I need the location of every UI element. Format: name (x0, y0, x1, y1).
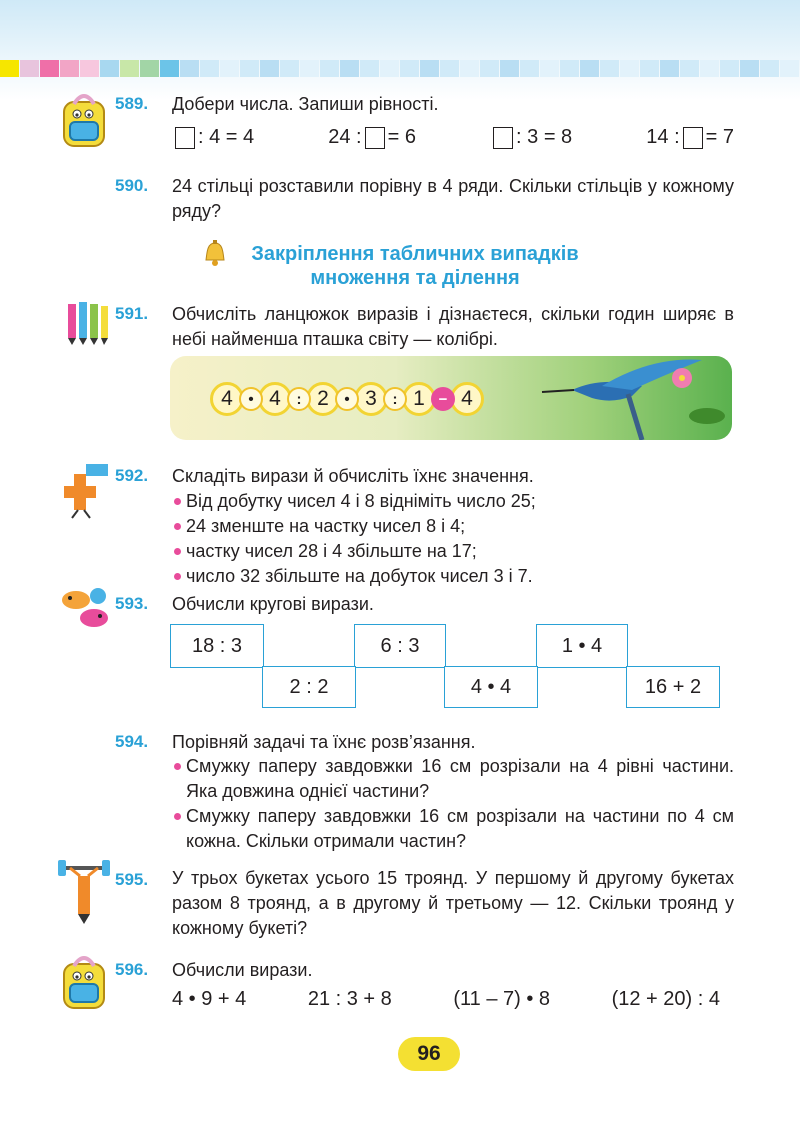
stripe-segment (20, 60, 39, 77)
list-item: Смужку паперу завдовжки 16 см розрізали на частини по 4 см кожна. Скільки отримали частин? (172, 804, 734, 854)
stripe-segment (660, 60, 679, 77)
chain-number: 4 (210, 382, 244, 416)
list-item: Від добутку чисел 4 і 8 відніміть число 25; (172, 489, 734, 514)
task-text: Обчисли кругові вирази. (172, 594, 374, 614)
stripe-segment (420, 60, 439, 77)
stripe-segment (720, 60, 739, 77)
stripe-segment (520, 60, 539, 77)
stripe-segment (600, 60, 619, 77)
expression: (11 – 7) • 8 (453, 988, 551, 1010)
expression-cell: 1 • 4 (536, 624, 628, 668)
backpack-icon (58, 950, 110, 1017)
equation: 14 : = 7 (646, 126, 734, 148)
task-text: Обчисліть ланцюжок виразів і дізнаєтеся, скільки годин ширяє в небі найменша пташка світу — колібрі. (172, 304, 734, 349)
task-text: Обчисли вирази. (172, 960, 313, 980)
stripe-segment (440, 60, 459, 77)
bullet-list (172, 489, 734, 589)
stripe-segment (220, 60, 239, 77)
answer-box[interactable] (175, 127, 195, 149)
task-number: 595. (115, 870, 149, 889)
page-number: 96 (398, 1037, 460, 1071)
chain-operator: : (383, 387, 407, 411)
stripe-segment (0, 60, 19, 77)
stripe-segment (200, 60, 219, 77)
stripe-segment (40, 60, 59, 77)
chain-number: 4 (450, 382, 484, 416)
expression-cell: 4 • 4 (444, 666, 538, 708)
answer-box[interactable] (493, 127, 513, 149)
expression: 4 • 9 + 4 (172, 988, 247, 1010)
task-number: 589. (115, 94, 149, 113)
expressions-row (172, 988, 720, 1011)
stripe-segment (340, 60, 359, 77)
stripe-segment (240, 60, 259, 77)
chain-operator: • (239, 387, 263, 411)
chain-number: 3 (354, 382, 388, 416)
chain-number: 4 (258, 382, 292, 416)
fish-icon (58, 584, 112, 639)
answer-box[interactable] (683, 127, 703, 149)
section-heading (200, 242, 630, 290)
chain-operator: − (431, 387, 455, 411)
task-number: 596. (115, 960, 149, 979)
stripe-segment (320, 60, 339, 77)
task-text: Добери числа. Запиши рівності. (172, 94, 439, 114)
stripe-segment (620, 60, 639, 77)
stripe-segment (580, 60, 599, 77)
chain-operator: : (287, 387, 311, 411)
chain-number: 1 (402, 382, 436, 416)
expression: 21 : 3 + 8 (307, 988, 392, 1010)
stripe-segment (460, 60, 479, 77)
task-text: 24 стільці розставили порівну в 4 ряди. Скільки стільців у кожному ряду? (172, 176, 734, 221)
stripe-segment (140, 60, 159, 77)
task-text: У трьох букетах усього 15 троянд. У першому й другому букетах разом 8 троянд, а в другому й третьому — 12. Скільки троянд у кожному букеті? (172, 868, 734, 938)
decorative-stripe (0, 60, 800, 77)
list-item: Смужку паперу завдовжки 16 см розрізали на 4 рівні частини. Яка довжина однієї частини? (172, 754, 734, 804)
task-number: 590. (115, 176, 149, 195)
stripe-segment (400, 60, 419, 77)
equation: : 3 = 8 (490, 126, 572, 149)
expression: (12 + 20) : 4 (611, 988, 720, 1010)
stripe-segment (120, 60, 139, 77)
task-text: Складіть вирази й обчисліть їхнє значення. (172, 466, 534, 486)
equation: 24 : = 6 (328, 126, 416, 148)
task-number: 594. (115, 732, 149, 751)
stripe-segment (500, 60, 519, 77)
stripe-segment (480, 60, 499, 77)
header-background (0, 0, 800, 100)
heading-line: множення та ділення (310, 267, 520, 289)
list-item: 24 зменште на частку чисел 8 і 4; (172, 514, 734, 539)
hummingbird-icon (532, 356, 732, 440)
task-number: 591. (115, 304, 149, 323)
heading-line: Закріплення табличних випадків (251, 243, 579, 265)
stripe-segment (60, 60, 79, 77)
stripe-segment (100, 60, 119, 77)
stripe-segment (360, 60, 379, 77)
task-number: 592. (115, 466, 149, 485)
backpack-icon (58, 88, 110, 155)
list-item: частку чисел 28 і 4 збільште на 17; (172, 539, 734, 564)
bullet-list (172, 754, 734, 854)
expression-cell: 6 : 3 (354, 624, 446, 668)
expression-cell: 18 : 3 (170, 624, 264, 668)
task-text: Порівняй задачі та їхнє розв’язання. (172, 732, 476, 752)
stripe-segment (780, 60, 799, 77)
equation: : 4 = 4 (172, 126, 254, 149)
answer-box[interactable] (365, 127, 385, 149)
stripe-segment (540, 60, 559, 77)
stripe-segment (740, 60, 759, 77)
stripe-segment (700, 60, 719, 77)
chain-number: 2 (306, 382, 340, 416)
stripe-segment (760, 60, 779, 77)
stripe-segment (680, 60, 699, 77)
expression-cell: 2 : 2 (262, 666, 356, 708)
stripe-segment (560, 60, 579, 77)
stripe-segment (160, 60, 179, 77)
stripe-segment (300, 60, 319, 77)
task-number: 593. (115, 594, 149, 613)
chain-operator: • (335, 387, 359, 411)
stripe-segment (380, 60, 399, 77)
weightlifter-pencil-icon (58, 860, 110, 931)
pencils-icon (64, 300, 110, 351)
expression-chain (212, 382, 482, 416)
stripe-segment (640, 60, 659, 77)
equations-row (172, 126, 734, 149)
stripe-segment (180, 60, 199, 77)
list-item: число 32 збільште на добуток чисел 3 і 7. (172, 564, 734, 589)
plus-character-icon (58, 460, 110, 525)
stripe-segment (280, 60, 299, 77)
stripe-segment (260, 60, 279, 77)
stripe-segment (80, 60, 99, 77)
expression-cell: 16 + 2 (626, 666, 720, 708)
